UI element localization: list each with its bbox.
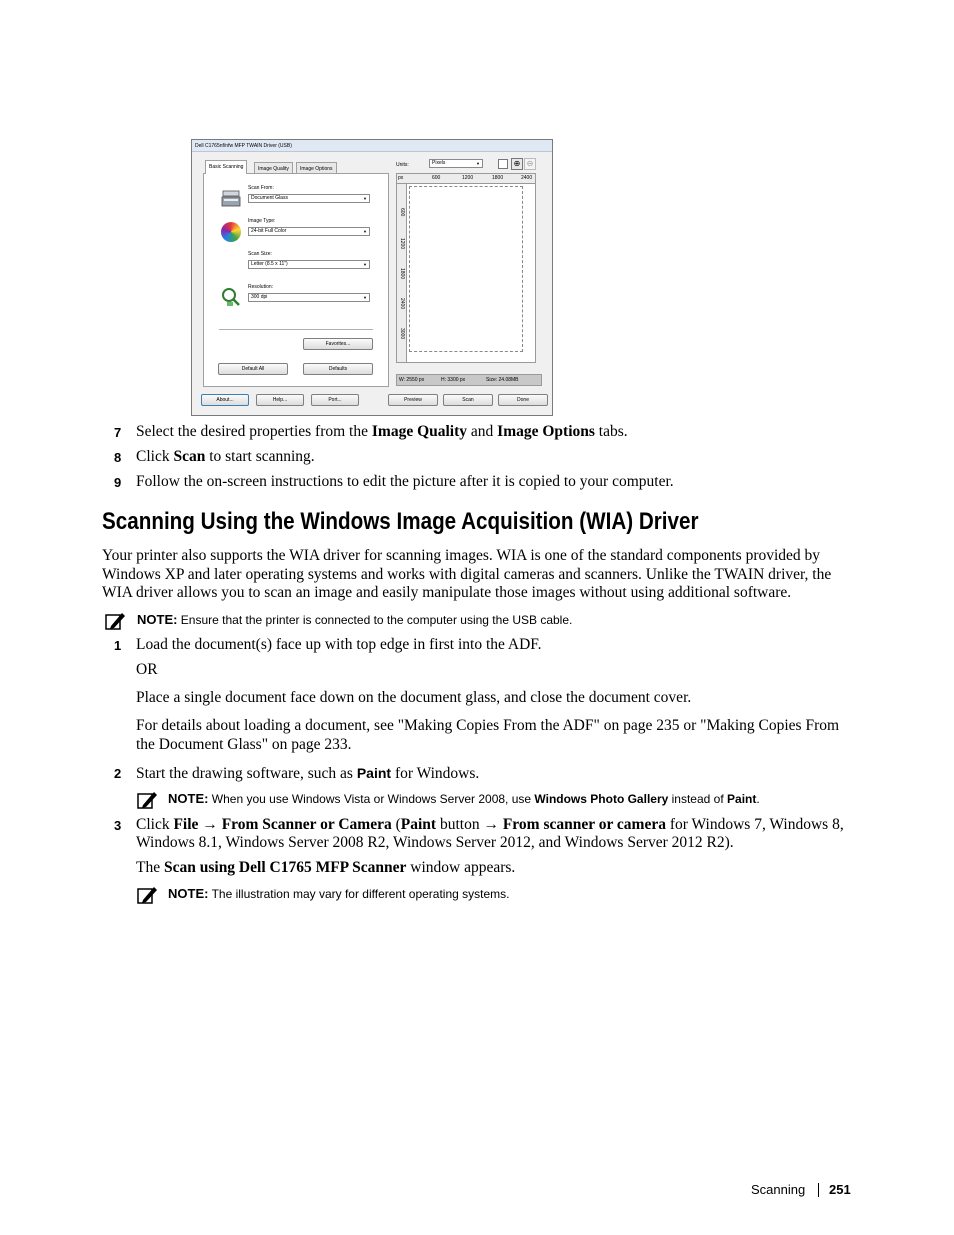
step-text: The Scan using Dell C1765 MFP Scanner window appears. (136, 859, 516, 876)
resolution-select[interactable]: 300 dpi ▼ (248, 293, 370, 302)
twain-driver-dialog (191, 139, 553, 416)
ruler-tick: 1800 (492, 175, 504, 181)
scan-area-marquee[interactable] (409, 186, 523, 352)
color-wheel-icon (221, 222, 241, 242)
image-type-select[interactable]: 24-bit Full Color ▼ (248, 227, 370, 236)
step-or: OR (136, 661, 158, 678)
note: NOTE: When you use Windows Vista or Windows Server 2008, use Windows Photo Gallery instead of Paint. (168, 791, 760, 806)
tab-basic-scanning[interactable]: Basic Scanning (205, 160, 247, 174)
step-text: Load the document(s) face up with top edge in first into the ADF. (136, 636, 542, 653)
step-text: Click File → From Scanner or Camera (Paint button → From scanner or camera for Windows 7, Windows 8, (136, 816, 844, 833)
step-text: Start the drawing software, such as Paint for Windows. (136, 765, 480, 782)
zoom-in-icon[interactable]: ⊕ (511, 158, 523, 170)
note-pencil-icon (104, 611, 126, 631)
scan-from-select[interactable]: Document Glass ▼ (248, 194, 370, 203)
about-button[interactable]: About... (201, 394, 249, 406)
ruler-tick: 2400 (521, 175, 533, 181)
section-heading: Scanning Using the Windows Image Acquisition (WIA) Driver (102, 508, 699, 535)
step-number: 3 (114, 818, 122, 833)
step-text: Place a single document face down on the document glass, and close the document cover. (136, 689, 692, 706)
preview-button[interactable]: Preview (388, 394, 438, 406)
footer-section: Scanning (751, 1182, 806, 1197)
basic-scanning-panel (203, 173, 389, 387)
status-size: Size: 24.08MB (486, 377, 519, 383)
status-height: H: 3300 px (441, 377, 466, 383)
dialog-title: Dell C1765nf/nfw MFP TWAIN Driver (USB) (192, 140, 552, 152)
port-button[interactable]: Port... (311, 394, 359, 406)
intro-paragraph: Your printer also supports the WIA driver for scanning images. WIA is one of the standard components provided by Windows XP and later operating systems and works with digital cameras and scanners. Unlike the TWAIN driver, the WIA driver allows you to scan an image and easily manipulate those images without using additional software. (102, 547, 832, 601)
ruler-tick: 600 (399, 208, 405, 217)
note: NOTE: Ensure that the printer is connected to the computer using the USB cable. (137, 612, 573, 627)
status-width: W: 2550 px (399, 377, 425, 383)
done-button[interactable]: Done (498, 394, 548, 406)
zoom-out-icon[interactable]: ⊖ (524, 158, 536, 170)
resolution-icon (221, 287, 241, 307)
scan-button[interactable]: Scan (443, 394, 493, 406)
ruler-left (397, 184, 407, 362)
note-pencil-icon (136, 790, 158, 810)
image-type-label: Image Type: (248, 218, 276, 224)
footer-divider (818, 1183, 819, 1197)
note-pencil-icon (136, 885, 158, 905)
scan-size-select[interactable]: Letter (8.5 x 11") ▼ (248, 260, 370, 269)
resolution-label: Resolution: (248, 284, 274, 290)
ruler-tick: 2400 (399, 298, 405, 310)
divider (219, 329, 373, 330)
note: NOTE: The illustration may vary for different operating systems. (168, 886, 510, 901)
help-button[interactable]: Help... (256, 394, 304, 406)
ruler-tick: 1200 (399, 238, 405, 250)
step-number: 7 (114, 425, 122, 440)
scan-from-label: Scan From: (248, 185, 274, 191)
ruler-top (397, 174, 535, 184)
step-text: Windows 8.1, Windows Server 2008 R2, Windows Server 2012, and Windows Server 2012 R2). (136, 834, 734, 851)
units-select[interactable]: Pixels ▼ (429, 159, 483, 168)
ruler-tick: 1200 (462, 175, 474, 181)
defaults-button[interactable]: Defaults (303, 363, 373, 375)
page-number: 251 (829, 1182, 851, 1197)
ruler-tick: 3000 (399, 328, 405, 340)
step-text: Click Scan to start scanning. (136, 448, 315, 465)
select-area-icon[interactable] (498, 159, 508, 169)
step-number: 1 (114, 638, 122, 653)
step-number: 8 (114, 450, 122, 465)
favorites-button[interactable]: Favorites... (303, 338, 373, 350)
status-bar (396, 374, 542, 386)
step-text: For details about loading a document, see "Making Copies From the ADF" on page 235 or "Making Copies From the Document Glass" on page 233. (136, 717, 840, 753)
ruler-tick: 600 (432, 175, 441, 181)
preview-area (396, 173, 536, 363)
default-all-button[interactable]: Default All (218, 363, 288, 375)
tab-image-quality[interactable]: Image Quality (254, 162, 293, 174)
step-text: Follow the on-screen instructions to edit the picture after it is copied to your computer. (136, 473, 674, 490)
step-text: Select the desired properties from the Image Quality and Image Options tabs. (136, 423, 628, 440)
step-number: 2 (114, 766, 122, 781)
units-label: Units: (396, 162, 409, 168)
ruler-unit: px (398, 175, 404, 181)
ruler-tick: 1800 (399, 268, 405, 280)
tab-image-options[interactable]: Image Options (296, 162, 337, 174)
step-number: 9 (114, 475, 122, 490)
scanner-icon (221, 188, 241, 208)
scan-size-label: Scan Size: (248, 251, 272, 257)
